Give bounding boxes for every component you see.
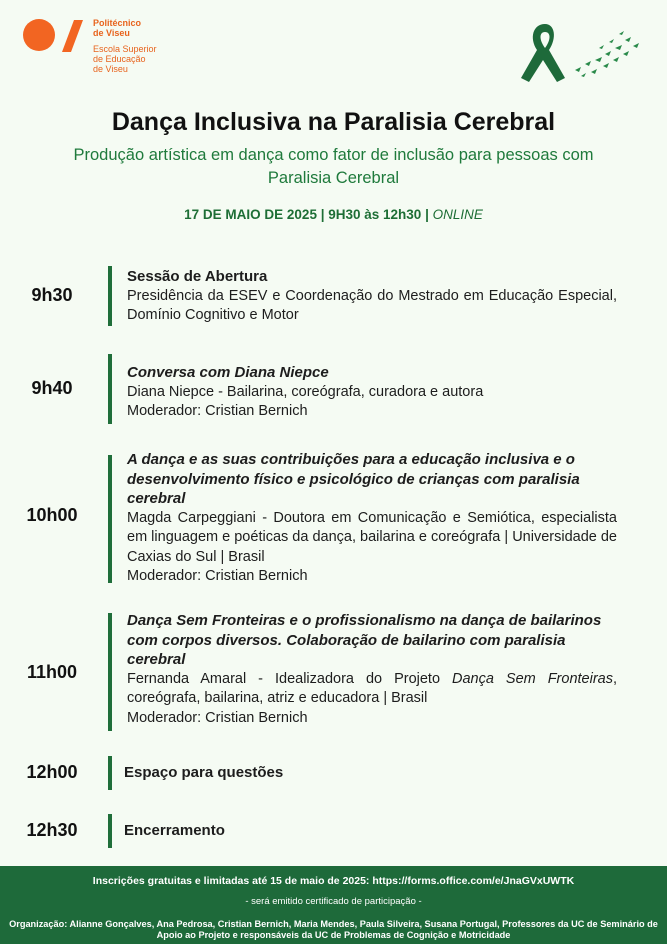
project-name: Dança Sem Fronteiras	[452, 670, 613, 687]
session-moderator: Moderador: Cristian Bernich	[127, 709, 308, 726]
session-title: Encerramento	[124, 822, 225, 839]
session-moderator: Moderador: Cristian Bernich	[127, 568, 308, 584]
event-date: 17 DE MAIO DE 2025	[184, 207, 317, 222]
session-time: 12h00	[26, 762, 78, 782]
speaker-text: Fernanda Amaral - Idealizadora do Projeto	[127, 670, 452, 687]
event-subtitle: Produção artística em dança como fator de inclusão para pessoas com Paralisia Cerebral	[73, 146, 594, 187]
institution-line2: de Viseu	[93, 28, 130, 38]
session-title: Dança Sem Fronteiras e o profissionalismo na dança de bailarinos com corpos diversos. Colaboração de bailarino com paralisia cerebral	[127, 612, 602, 668]
registration-text: Inscrições gratuitas e limitadas até 15 de maio de 2025: https://forms.office.com/e/JnaGVxUWTK	[92, 875, 575, 887]
organization-text: Organização: Alianne Gonçalves, Ana Pedrosa, Cristian Bernich, Maria Mendes, Paula Silveira, Susana Portugal, Professores da UC de Seminário de Apoio ao Projeto e responsáveis da UC de Problemas de Cognição e Motricidade	[9, 919, 658, 940]
session-divider	[108, 756, 112, 790]
school-line2: de Educação	[93, 54, 146, 64]
session-speaker	[127, 670, 617, 709]
session-title: A dança e as suas contribuições para a educação inclusiva e o desenvolvimento físico e psicológico de crianças com paralisia cerebral	[127, 451, 580, 507]
session-divider	[108, 354, 112, 424]
session-divider	[108, 266, 112, 326]
school-line3: de Viseu	[93, 64, 128, 74]
session-time: 9h30	[31, 285, 73, 305]
session-speaker: Diana Niepce - Bailarina, coreógrafa, curadora e autora	[127, 383, 484, 400]
certificate-text: - será emitido certificado de participação -	[245, 896, 422, 907]
event-hours: 9H30 às 12h30	[328, 207, 422, 222]
session-time: 12h30	[26, 820, 78, 840]
session-divider	[108, 814, 112, 848]
session-time: 10h00	[26, 505, 78, 525]
speaker-text-rest: , coreógrafa, bailarina, atriz e educadora | Brasil	[127, 670, 617, 706]
session-time: 9h40	[31, 378, 73, 398]
session-divider	[108, 613, 112, 731]
green-ribbon-birds-icon	[515, 20, 647, 86]
session-title: Conversa com Diana Niepce	[127, 364, 329, 381]
polytechnic-logo-icon	[22, 18, 84, 54]
footer	[0, 866, 667, 944]
session-divider	[108, 455, 112, 583]
session-title: Espaço para questões	[124, 764, 284, 781]
event-title: Dança Inclusiva na Paralisia Cerebral	[111, 108, 556, 136]
institution-logo-text	[93, 18, 157, 74]
event-dateline: 17 DE MAIO DE 2025 | 9H30 às 12h30 | ONLINE	[184, 207, 483, 222]
session-title: Sessão de Abertura	[127, 268, 268, 285]
session-time: 11h00	[26, 662, 78, 682]
session-speaker: Magda Carpeggiani - Doutora em Comunicação e Semiótica, especialista em linguagem e poéticas da dança, bailarina e coreógrafa | Universidade de Caxias do Sul | Brasil	[127, 509, 617, 565]
session-description: Presidência da ESEV e Coordenação do Mestrado em Educação Especial, Domínio Cognitivo e Motor	[127, 287, 617, 323]
session-moderator: Moderador: Cristian Bernich	[127, 403, 308, 419]
event-mode: ONLINE	[432, 207, 483, 222]
institution-line1: Politécnico	[93, 18, 142, 28]
school-line1: Escola Superior	[93, 44, 157, 54]
